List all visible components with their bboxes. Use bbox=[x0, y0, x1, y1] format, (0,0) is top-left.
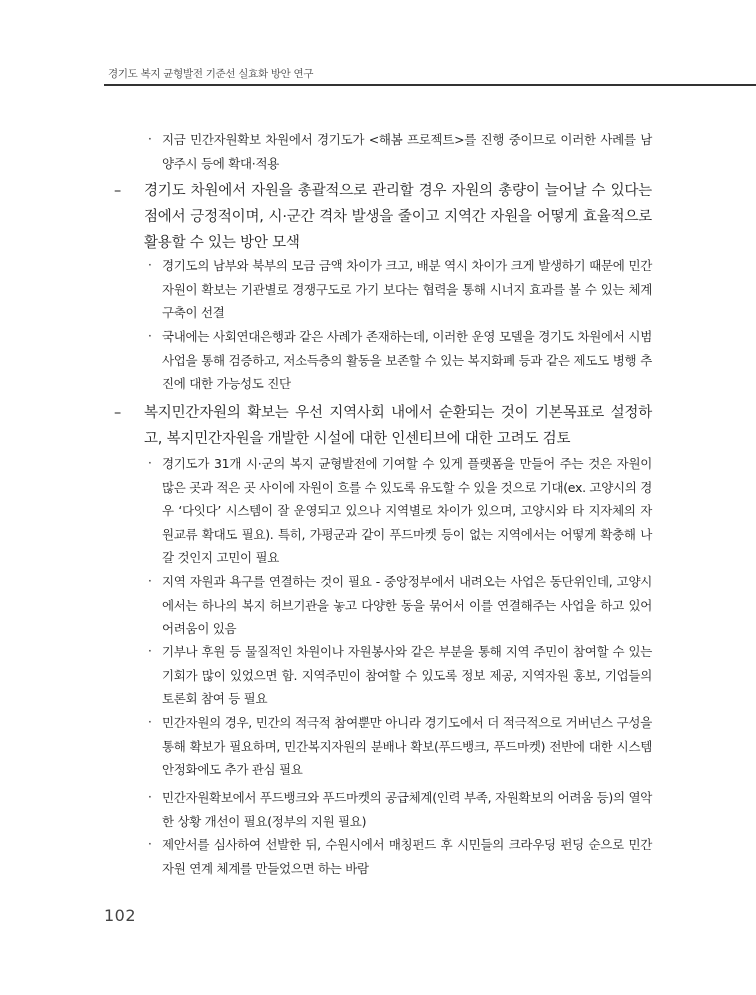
dash-marker: – bbox=[114, 183, 122, 199]
dash-marker: – bbox=[114, 405, 122, 421]
bullet-text: 지역 자원과 욕구를 연결하는 것이 필요 - 중앙정부에서 내려오는 사업은 동단위인데, 고양시에서는 하나의 복지 허브기관을 놓고 다양한 동을 묶어서 이를 연결해주는 사업을 하고 있어 어려움이 있음 bbox=[162, 574, 652, 636]
bullet-text: 기부나 후원 등 물질적인 차원이나 자원봉사와 같은 부분을 통해 지역 주민이 참여할 수 있는 기회가 많이 있었으면 함. 지역주민이 참여할 수 있도록 정보 제공, 지역자원 홍보, 기업들의 토론회 참여 등 필요 bbox=[162, 644, 652, 706]
bullet-marker: · bbox=[148, 715, 152, 729]
bullet-item bbox=[148, 786, 652, 833]
bullet-marker: · bbox=[148, 644, 152, 658]
dash-item bbox=[114, 400, 652, 452]
bullet-item bbox=[148, 325, 652, 396]
bullet-marker: · bbox=[148, 329, 152, 343]
bullet-marker: · bbox=[148, 790, 152, 804]
bullet-item bbox=[148, 833, 652, 880]
bullet-item bbox=[148, 254, 652, 325]
bullet-text: 국내에는 사회연대은행과 같은 사례가 존재하는데, 이러한 운영 모델을 경기도 차원에서 시범사업을 통해 검증하고, 저소득층의 활동을 보존할 수 있는 복지화폐 등과 같은 제도도 병행 추진에 대한 가능성도 진단 bbox=[162, 329, 652, 391]
bullet-item bbox=[148, 711, 652, 782]
bullet-text: 민간자원확보에서 푸드뱅크와 푸드마켓의 공급체계(인력 부족, 자원확보의 어려움 등)의 열악한 상황 개선이 필요(정부의 지원 필요) bbox=[162, 790, 652, 829]
bullet-text: 지금 민간자원확보 차원에서 경기도가 <해봄 프로젝트>를 진행 중이므로 이러한 사례를 남양주시 등에 확대·적용 bbox=[162, 132, 652, 171]
dash-item bbox=[114, 178, 652, 256]
bullet-marker: · bbox=[148, 258, 152, 272]
page-number: 102 bbox=[104, 906, 137, 925]
bullet-item bbox=[148, 570, 652, 641]
dash-text: 경기도 차원에서 자원을 총괄적으로 관리할 경우 자원의 총량이 늘어날 수 있다는 점에서 긍정적이며, 시·군간 격차 발생을 줄이고 지역간 자원을 어떻게 효율적으로 활용할 수 있는 방안 모색 bbox=[144, 183, 652, 251]
bullet-item bbox=[148, 640, 652, 711]
header-rule bbox=[104, 84, 756, 86]
bullet-text: 민간자원의 경우, 민간의 적극적 참여뿐만 아니라 경기도에서 더 적극적으로 거버넌스 구성을 통해 확보가 필요하며, 민간복지자원의 분배나 확보(푸드뱅크, 푸드마켓) 전반에 대한 시스템 안정화에도 추가 관심 필요 bbox=[162, 715, 652, 777]
bullet-marker: · bbox=[148, 132, 152, 146]
bullet-text: 경기도의 남부와 북부의 모금 금액 차이가 크고, 배분 역시 차이가 크게 발생하기 때문에 민간자원이 확보는 기관별로 경쟁구도로 가기 보다는 협력을 통해 시너지 효과를 볼 수 있는 체계 구축이 선결 bbox=[162, 258, 652, 320]
dash-text: 복지민간자원의 확보는 우선 지역사회 내에서 순환되는 것이 기본목표로 설정하고, 복지민간자원을 개발한 시설에 대한 인센티브에 대한 고려도 검토 bbox=[144, 405, 652, 447]
bullet-text: 제안서를 심사하여 선발한 뒤, 수원시에서 매칭펀드 후 시민들의 크라우딩 펀딩 순으로 민간자원 연계 체계를 만들었으면 하는 바람 bbox=[162, 837, 652, 876]
bullet-marker: · bbox=[148, 574, 152, 588]
bullet-marker: · bbox=[148, 837, 152, 851]
running-header-title: 경기도 복지 균형발전 기준선 실효화 방안 연구 bbox=[108, 68, 314, 80]
bullet-marker: · bbox=[148, 456, 152, 470]
bullet-text: 경기도가 31개 시·군의 복지 균형발전에 기여할 수 있게 플랫폼을 만들어 주는 것은 자원이 많은 곳과 적은 곳 사이에 자원이 흐를 수 있도록 유도할 수 있을 것으로 기대(ex. 고양시의 경우 ‘다잇다’ 시스템이 잘 운영되고 있으나 지역별로 차이가 있으며, 고양시와 타 지자체의 자원교류 확대도 필요). 특히, 가평군과 같이 푸드마켓 등이 없는 지역에서는 어떻게 확충해 나갈 것인지 고민이 필요 bbox=[162, 456, 652, 565]
bullet-item bbox=[148, 128, 652, 175]
bullet-item bbox=[148, 452, 652, 570]
